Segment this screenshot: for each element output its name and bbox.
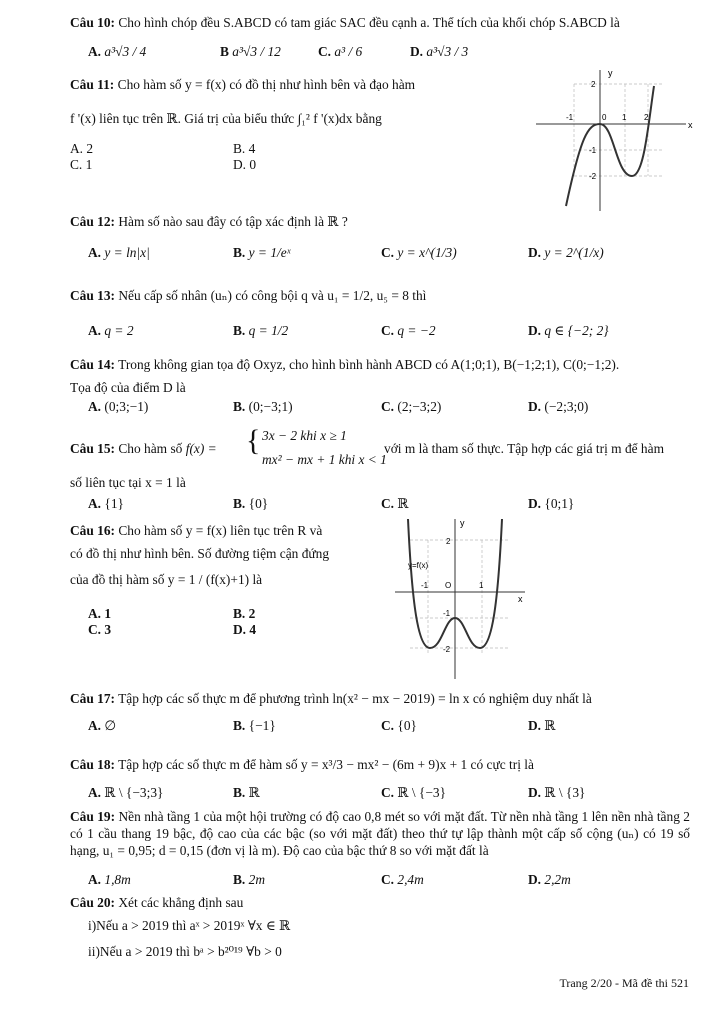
q17-stem: Câu 17: Tập hợp các số thực m để phương trình ln(x² − mx − 2019) = ln x có nghiệm duy nhất là [70, 691, 592, 706]
q16-stem-line2: có đồ thị như hình bên. Số đường tiệm cận đứng [70, 546, 330, 561]
q15-option-a: A. {1} [88, 496, 124, 511]
q14-option-d: D. (−2;3;0) [528, 399, 589, 414]
q16-graph [390, 514, 530, 684]
graph1-tick: -1 [589, 146, 597, 155]
graph1-tick: 2 [644, 113, 649, 122]
q16-option-c: C. 3 [88, 622, 112, 637]
graph2-tick: -1 [421, 581, 429, 590]
graph1-tick: -1 [566, 113, 574, 122]
q14-option-a: A. (0;3;−1) [88, 399, 149, 414]
q12-option-b: B. y = 1/eˣ [233, 245, 291, 260]
q19-option-c: C. 2,4m [381, 872, 424, 887]
q14-option-b: B. (0;−3;1) [233, 399, 293, 414]
q11-option-d: D. 0 [233, 157, 257, 172]
q15-stem: Câu 15: Cho hàm số f(x) = [70, 441, 217, 456]
q12-option-c: C. y = x^(1/3) [381, 245, 457, 260]
q17-option-d: D. ℝ [528, 718, 556, 733]
q19-option-d: D. 2,2m [528, 872, 571, 887]
graph2-tick: -2 [443, 645, 451, 654]
q12-option-d: D. y = 2^(1/x) [528, 245, 604, 260]
q18-option-d: D. ℝ \ {3} [528, 785, 586, 800]
q19-option-b: B. 2m [233, 872, 266, 887]
q10-option-c: C. a³ / 6 [318, 44, 363, 59]
q15-option-c: C. ℝ [381, 496, 409, 511]
q14-stem: Câu 14: Trong không gian tọa độ Oxyz, cho hình bình hành ABCD có A(1;0;1), B(−1;2;1), C(0;−1;2). [70, 357, 620, 372]
q10-option-b: B a³√3 / 12 [220, 44, 281, 59]
graph2-tick: O [445, 581, 452, 590]
q16-option-d: D. 4 [233, 622, 257, 637]
q18-option-b: B. ℝ [233, 785, 260, 800]
graph1-tick: 2 [591, 80, 596, 89]
q11-option-c: C. 1 [70, 157, 93, 172]
graph2-tick: 2 [446, 537, 451, 546]
q17-option-c: C. {0} [381, 718, 417, 733]
q18-option-a: A. ℝ \ {−3;3} [88, 785, 164, 800]
q16-option-b: B. 2 [233, 606, 256, 621]
graph1-tick: 0 [602, 113, 607, 122]
q15-brace: { [246, 424, 261, 457]
q12-stem: Câu 12: Hàm số nào sau đây có tập xác định là ℝ ? [70, 214, 348, 229]
q11-option-a: A. 2 [70, 141, 94, 156]
q16-option-a: A. 1 [88, 606, 112, 621]
graph2-x-label: x [518, 594, 523, 604]
q15-option-d: D. {0;1} [528, 496, 575, 511]
graph2-fn-label: y=f(x) [408, 561, 429, 570]
q20-statement-i: i)Nếu a > 2019 thì aˣ > 2019ˣ ∀x ∈ ℝ [88, 918, 291, 933]
q12-option-a: A. y = ln|x| [88, 245, 150, 260]
q19-option-a: A. 1,8m [88, 872, 131, 887]
q11-stem-line1: Câu 11: Cho hàm số y = f(x) có đồ thị như hình bên và đạo hàm [70, 77, 416, 92]
q15-case1: 3x − 2 khi x ≥ 1 [262, 428, 347, 443]
q13-stem: Câu 13: Nếu cấp số nhân (uₙ) có công bội q và u₁ = 1/2, u₅ = 8 thì [70, 288, 427, 303]
q16-stem-line1: Câu 16: Cho hàm số y = f(x) liên tục trên R và [70, 523, 323, 538]
q20-stem: Câu 20: Xét các khẳng định sau [70, 895, 244, 910]
q13-option-a: A. q = 2 [88, 323, 134, 338]
q18-stem: Câu 18: Tập hợp các số thực m để hàm số y = x³/3 − mx² − (6m + 9)x + 1 có cực trị là [70, 757, 534, 772]
q10-option-a: A. a³√3 / 4 [88, 44, 147, 59]
q11-stem-line2: f '(x) liên tục trên ℝ. Giá trị của biểu thức ∫₁² f '(x)dx bằng [70, 111, 382, 126]
q15-case2: mx² − mx + 1 khi x < 1 [262, 452, 387, 467]
q16-stem-line3: của đồ thị hàm số y = 1 / (f(x)+1) là [70, 572, 263, 587]
q15-stem-cont: với m là tham số thực. Tập hợp các giá trị m để hàm [384, 441, 664, 456]
q17-option-a: A. ∅ [88, 718, 117, 733]
q13-option-c: C. q = −2 [381, 323, 436, 338]
q19-stem: Câu 19: Nền nhà tầng 1 của một hội trường có độ cao 0,8 mét so với mặt đất. Từ nền nhà tầng 1 lên nền nhà tầng 2 có 1 cầu thang 19 bậc, độ cao của các bậc (so với mặt đất) theo thứ tự lập thành một cấp số cộng (uₙ) có 19 số hạng, u₁ = 0,95; d = 0,15 (đơn vị là m). Độ cao của bậc thứ 8 so với mặt đất là [70, 809, 690, 858]
q14-option-c: C. (2;−3;2) [381, 399, 442, 414]
q20-statement-ii: ii)Nếu a > 2019 thì bᵃ > b²⁰¹⁹ ∀b > 0 [88, 944, 282, 959]
q17-option-b: B. {−1} [233, 718, 276, 733]
q13-option-d: D. q ∈ {−2; 2} [528, 323, 609, 338]
q18-option-c: C. ℝ \ {−3} [381, 785, 447, 800]
graph2-tick: -1 [443, 609, 451, 618]
q11-graph [536, 66, 696, 214]
graph1-x-label: x [688, 120, 693, 130]
q10-option-d: D. a³√3 / 3 [410, 44, 469, 59]
q14-stem-line2: Tọa độ của điểm D là [70, 380, 186, 395]
graph1-y-label: y [608, 68, 613, 78]
q10-stem: Câu 10: Cho hình chóp đều S.ABCD có tam giác SAC đều cạnh a. Thể tích của khối chóp S.ABCD là [70, 15, 620, 30]
graph1-tick: -2 [589, 172, 597, 181]
graph1-tick: 1 [622, 113, 627, 122]
q15-option-b: B. {0} [233, 496, 269, 511]
q15-stem-line2: số liên tục tại x = 1 là [70, 475, 186, 490]
q11-option-b: B. 4 [233, 141, 256, 156]
graph2-y-label: y [460, 518, 465, 528]
q13-option-b: B. q = 1/2 [233, 323, 289, 338]
graph2-tick: 1 [479, 581, 484, 590]
page-footer: Trang 2/20 - Mã đề thi 521 [559, 976, 689, 990]
